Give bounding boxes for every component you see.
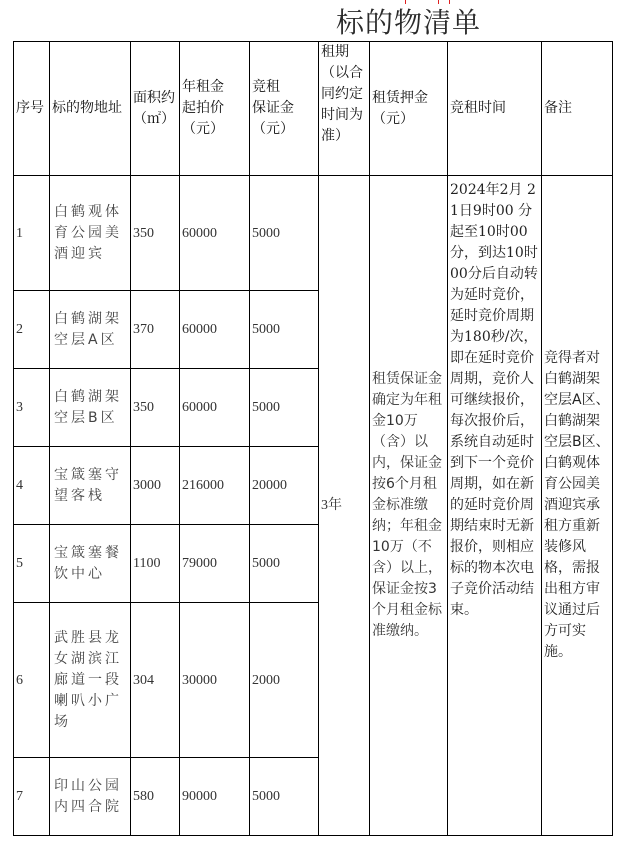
header-term: 租期（以合同约定时间为准） (319, 42, 370, 176)
row-address: 白鹤湖架空层A区 (50, 291, 131, 369)
row-address: 宝箴塞餐饮中心 (50, 525, 131, 603)
row-area: 350 (131, 176, 180, 291)
page-title: 标的物清单 (336, 6, 482, 39)
lease-deposit: 租赁保证金确定为年租金10万（含）以内，保证金按6个月租金标准缴纳；年租金10万（不含）以上，保证金按3个月租金标准缴纳。 (370, 176, 448, 836)
row-no: 3 (14, 369, 50, 447)
remarks: 竞得者对白鹤湖架空层A区、白鹤湖架空层B区、白鹤观体育公园美酒迎宾承租方重新装修风格，需报出租方审议通过后方可实施。 (542, 176, 613, 836)
header-deposit-line2: （元） (372, 110, 414, 127)
table-row (14, 176, 613, 291)
row-address: 白鹤湖架空层B区 (50, 369, 131, 447)
row-rent: 60000 (180, 176, 250, 291)
header-address: 标的物地址 (50, 42, 131, 176)
row-rent: 60000 (180, 369, 250, 447)
row-bond: 20000 (250, 447, 319, 525)
row-rent: 60000 (180, 291, 250, 369)
header-note: 备注 (542, 42, 613, 176)
header-area-line2: （㎡） (133, 110, 175, 127)
row-address: 印山公园内四合院 (50, 758, 131, 836)
row-rent: 90000 (180, 758, 250, 836)
row-bond: 5000 (250, 176, 319, 291)
row-rent: 79000 (180, 525, 250, 603)
header-rent-line3: （元） (182, 121, 224, 137)
row-area: 3000 (131, 447, 180, 525)
row-bond: 5000 (250, 758, 319, 836)
header-rent-line2: 起拍价 (182, 100, 224, 116)
header-bond-line2: 保证金 (252, 100, 294, 116)
header-time: 竞租时间 (448, 42, 542, 176)
row-rent: 216000 (180, 447, 250, 525)
row-bond: 5000 (250, 291, 319, 369)
header-rent-line1: 年租金 (182, 79, 224, 95)
row-area: 304 (131, 603, 180, 758)
row-address: 宝箴塞守望客栈 (50, 447, 131, 525)
header-area (131, 42, 180, 176)
red-mark (405, 0, 406, 4)
row-address: 武胜县龙女湖滨江廊道一段喇叭小广场 (50, 603, 131, 758)
header-deposit-line1: 租赁押金 (372, 89, 428, 106)
row-area: 370 (131, 291, 180, 369)
row-no: 7 (14, 758, 50, 836)
lease-term: 3年 (319, 176, 370, 836)
red-mark (449, 0, 450, 4)
row-area: 580 (131, 758, 180, 836)
header-row (14, 42, 613, 176)
bidding-time: 2024年2月 21日9时00 分起至10时00分，到达10时00分后自动转为延时竞价，延时竞价周期为180秒/次，即在延时竞价周期，竞价人可继续报价，每次报价后，系统自动延时到下一个竞价周期，如在新的延时竞价周期结束时无新报价，则相应标的物本次电子竞价活动结束。 (448, 176, 542, 836)
row-no: 1 (14, 176, 50, 291)
item-list-table (13, 41, 613, 836)
header-bond-line3: （元） (252, 121, 294, 137)
header-bond-line1: 竞租 (252, 79, 280, 95)
header-bond (250, 42, 319, 176)
row-bond: 2000 (250, 603, 319, 758)
row-no: 4 (14, 447, 50, 525)
row-no: 5 (14, 525, 50, 603)
header-deposit (370, 42, 448, 176)
row-area: 1100 (131, 525, 180, 603)
row-area: 350 (131, 369, 180, 447)
row-address: 白鹤观体育公园美酒迎宾 (50, 176, 131, 291)
header-no: 序号 (14, 42, 50, 176)
row-bond: 5000 (250, 525, 319, 603)
row-no: 6 (14, 603, 50, 758)
header-area-line1: 面积约 (133, 89, 175, 106)
row-rent: 30000 (180, 603, 250, 758)
header-start-rent (180, 42, 250, 176)
red-mark (438, 0, 439, 4)
row-bond: 5000 (250, 369, 319, 447)
row-no: 2 (14, 291, 50, 369)
